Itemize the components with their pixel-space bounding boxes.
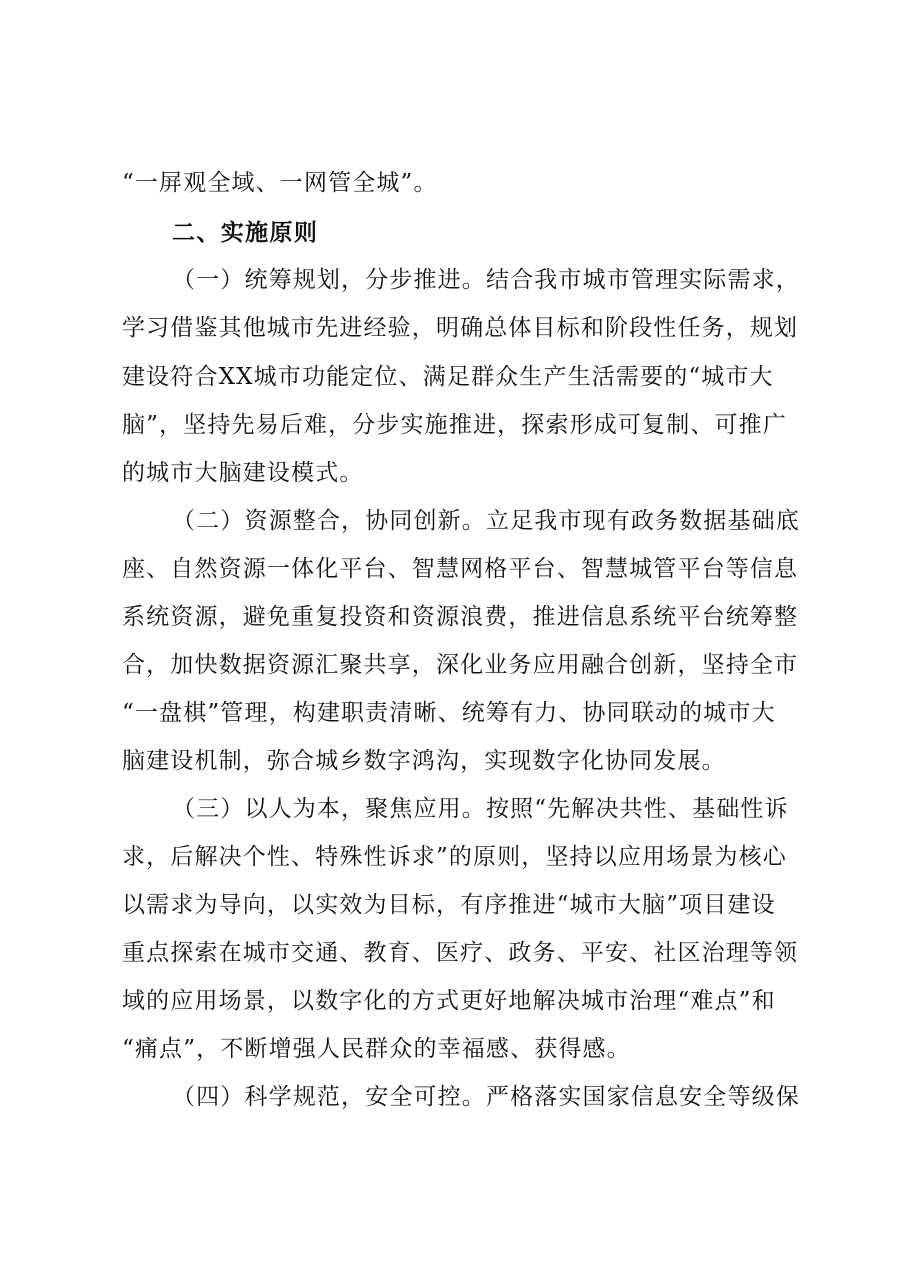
paragraph-line: （三）以人为本，聚焦应用。按照“先解决共性、基础性诉 [172, 796, 789, 822]
paragraph-line: “痛点”，不断增强人民群众的幸福感、获得感。 [122, 1036, 631, 1062]
paragraph-line: （四）科学规范，安全可控。严格落实国家信息安全等级保 [172, 1084, 800, 1110]
paragraph-line: 系统资源，避免重复投资和资源浪费，推进信息系统平台统筹整 [122, 604, 799, 630]
paragraph-line: 脑建设机制，弥合城乡数字鸿沟，实现数字化协同发展。 [122, 748, 726, 774]
paragraph-line: （一）统筹规划，分步推进。结合我市城市管理实际需求， [172, 267, 800, 293]
paragraph-line: “一盘棋”管理，构建职责清晰、统筹有力、协同联动的城市大 [122, 700, 776, 726]
paragraph-line: 以需求为导向，以实效为目标，有序推进“城市大脑”项目建设 [122, 892, 776, 918]
paragraph-line: 重点探索在城市交通、教育、医疗、政务、平安、社区治理等领 [122, 940, 799, 966]
paragraph-line: 求，后解决个性、特殊性诉求”的原则，坚持以应用场景为核心 [122, 844, 787, 870]
paragraph-line: 学习借鉴其他城市先进经验，明确总体目标和阶段性任务，规划 [122, 315, 799, 341]
paragraph-line: 脑”，坚持先易后难，分步实施推进，探索形成可复制、可推广 [122, 412, 787, 438]
section-heading: 二、实施原则 [172, 220, 319, 246]
paragraph-line: 域的应用场景，以数字化的方式更好地解决城市治理“难点”和 [122, 988, 776, 1014]
paragraph-line: 的城市大脑建设模式。 [122, 460, 364, 486]
paragraph-line: “一屏观全域、一网管全城”。 [122, 170, 438, 196]
paragraph-line: 合，加快数据资源汇聚共享，深化业务应用融合创新，坚持全市 [122, 652, 799, 678]
paragraph-line: 建设符合XX城市功能定位、满足群众生产生活需要的“城市大 [122, 364, 774, 390]
paragraph-line: （二）资源整合，协同创新。立足我市现有政务数据基础底 [172, 508, 800, 534]
paragraph-line: 座、自然资源一体化平台、智慧网格平台、智慧城管平台等信息 [122, 556, 799, 582]
